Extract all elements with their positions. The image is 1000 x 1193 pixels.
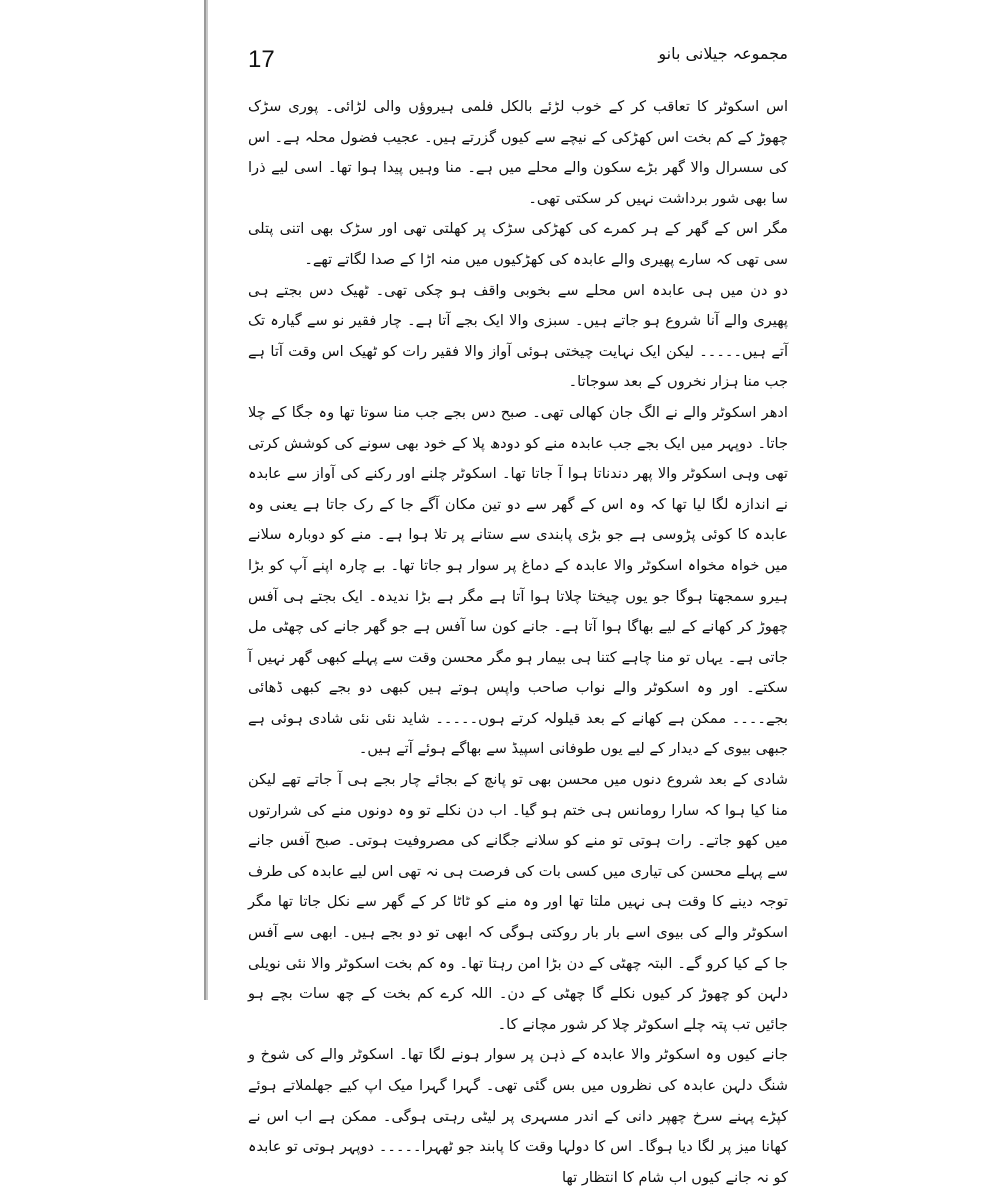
page-header (248, 40, 788, 80)
paragraph-4: ادھر اسکوٹر والے نے الگ جان کھالی تھی۔ صبح دس بجے جب منا سوتا تھا وہ جگا کے چلا جاتا۔ دوپہر میں ایک بجے جب عابدہ منے کو دودھ پلا کے خود بھی سونے کی کوشش کرتی تھی وہی اسکوٹر والا پھر دندناتا ہوا آ جاتا تھا۔ اسکوٹر چلنے اور رکنے کی آواز سے عابدہ نے اندازہ لگا لیا تھا کہ وہ اس کے گھر سے دو تین مکان آگے جا کے رک جاتا ہے یعنی وہ عابدہ کا کوئی پڑوسی ہے جو بڑی پابندی سے ستانے پر تلا ہوا ہے۔ منے کو دوبارہ سلانے میں خواہ مخواہ اسکوٹر والا عابدہ کے دماغ پر سوار ہو جاتا تھا۔ بے چارہ اپنے آپ کو بڑا ہیرو سمجھتا ہوگا جو یوں چیختا چلاتا ہوا آتا ہے مگر ہے بڑا ندیدہ۔ ایک بجتے ہی آفس چھوڑ کر کھانے کے لیے بھاگا ہوا آتا ہے۔ جانے کون سا آفس ہے جو گھر جانے کی چھٹی مل جاتی ہے۔ یہاں تو منا چاہے کتنا ہی بیمار ہو مگر محسن وقت سے پہلے کبھی گھر نہیں آ سکتے۔ اور وہ اسکوٹر والے نواب صاحب واپس ہوتے ہیں کبھی دو بجے کبھی ڈھائی بجے۔۔۔۔ ممکن ہے کھانے کے بعد قیلولہ کرتے ہوں۔۔۔۔۔ شاید نئی نئی شادی ہوئی ہے جبھی بیوی کے دیدار کے لیے یوں طوفانی اسپیڈ سے بھاگے ہوئے آتے ہیں۔ (248, 403, 788, 758)
paragraph-5: شادی کے بعد شروع دنوں میں محسن بھی تو پانچ کے بجائے چار بجے ہی آ جاتے تھے لیکن منا کیا ہوا کہ سارا رومانس ہی ختم ہو گیا۔ اب دن نکلے تو وہ دونوں منے کی شرارتوں میں کھو جاتے۔ رات ہوتی تو منے کو سلانے جگانے کی مصروفیت ہوتی۔ صبح آفس جانے سے پہلے محسن کی تیاری میں کسی بات کی فرصت ہی نہ تھی اس لیے عابدہ کی طرف توجہ دینے کا وقت ہی نہیں ملتا تھا اور وہ منے کو ٹاٹا کر کے گھر سے نکل جاتا تھا مگر اسکوٹر والے کی بیوی اسے بار بار روکتی ہوگی کہ ابھی تو دو بجے ہیں۔ ابھی سے آفس جا کے کیا کرو گے۔ البتہ چھٹی کے دن بڑا امن رہتا تھا۔ وہ کم بخت اسکوٹر والا نئی نویلی دلہن کو چھوڑ کر کیوں نکلے گا چھٹی کے دن۔ اللہ کرے کم بخت کے چھ سات بچے ہو جائیں تب پتہ چلے اسکوٹر چلا کر شور مچانے کا۔ (248, 771, 788, 1033)
paragraph-3: دو دن میں ہی عابدہ اس محلے سے بخوبی واقف ہو چکی تھی۔ ٹھیک دس بجتے ہی پھیری والے آنا شروع ہو جاتے ہیں۔ سبزی والا ایک بجے آتا ہے۔ چار فقیر نو سے گیارہ تک آتے ہیں۔۔۔۔۔ لیکن ایک نہایت چیختی ہوئی آواز والا فقیر رات کو ٹھیک اس وقت آتا ہے جب منا ہزار نخروں کے بعد سوجاتا۔ (248, 281, 788, 391)
paragraph-2: مگر اس کے گھر کے ہر کمرے کی کھڑکی سڑک پر کھلتی تھی اور سڑک بھی اتنی پتلی سی تھی کہ سارے پھیری والے عابدہ کی کھڑکیوں میں منہ اڑا کے صدا لگاتے تھے۔ (248, 220, 788, 268)
book-title: مجموعہ جیلانی بانو (658, 44, 788, 63)
page-number: 17 (248, 46, 275, 73)
paragraph-6: جانے کیوں وہ اسکوٹر والا عابدہ کے ذہن پر سوار ہونے لگا تھا۔ اسکوٹر والے کی شوخ و شنگ دلہن عابدہ کی نظروں میں بس گئی تھی۔ گہرا گہرا میک اپ کیے جھلملاتے ہوئے کپڑے پہنے سرخ چھپر دانی کے اندر مسہری پر لیٹی رہتی ہوگی۔ ممکن ہے اب اس نے کھانا میز پر لگا دیا ہوگا۔ اس کا دولہا وقت کا پابند جو ٹھہرا۔۔۔۔۔ دوپہر ہوتی تو عابدہ کو نہ جانے کیوں اب شام کا انتظار تھا (248, 1046, 788, 1186)
page-body (248, 92, 788, 1193)
book-page (206, 0, 794, 1186)
paragraph-1: اس اسکوٹر کا تعاقب کر کے خوب لڑئے بالکل فلمی ہیروؤں والی لڑائی۔ پوری سڑک چھوڑ کے کم بخت اس کھڑکی کے نیچے سے کیوں گزرتے ہیں۔ عجیب فضول محلہ ہے۔ اس کی سسرال والا گھر بڑے سکون والے محلے میں ہے۔ منا وہیں پیدا ہوا تھا۔ اسی لیے ذرا سا بھی شور برداشت نہیں کر سکتی تھی۔ (248, 98, 788, 207)
